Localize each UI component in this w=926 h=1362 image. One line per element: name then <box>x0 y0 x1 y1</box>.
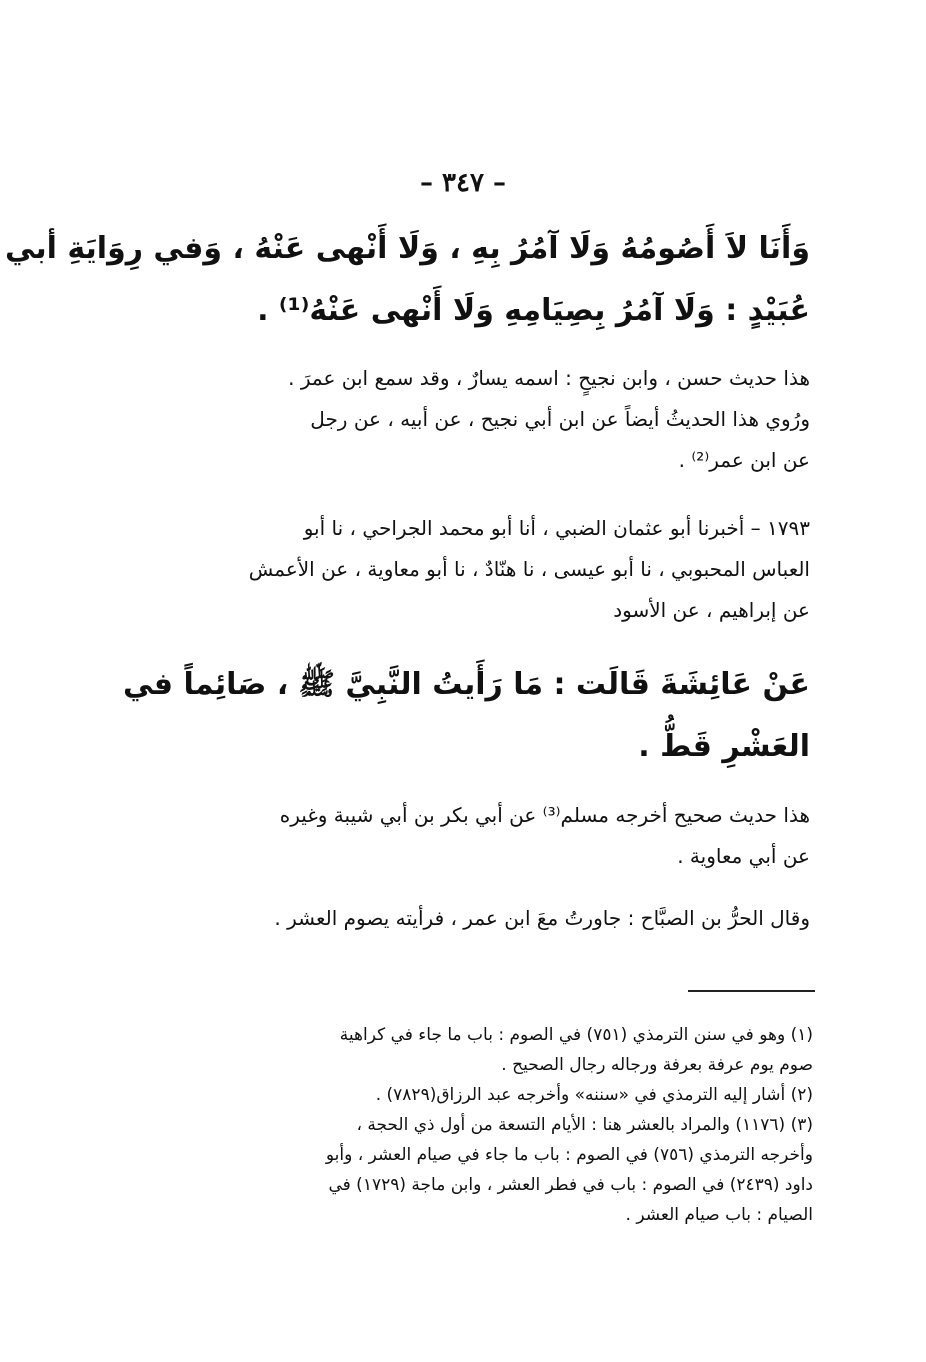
hadith-top-line-1: وَأَنَا لاَ أَصُومُهُ وَلَا آمُرُ بِهِ ، وَلَا أَنْهى عَنْهُ ، وَفي رِوَايَةِ أبي <box>4 231 810 266</box>
commentary-1-line-3: عن ابن عمر⁽²⁾ . <box>678 448 810 472</box>
commentary-2 <box>150 795 810 877</box>
footnotes <box>165 1020 813 1230</box>
hadith-main-line-1: عَنْ عَائِشَةَ قَالَت : مَا رَأَيتُ النَّبِيَّ ﷺ ، صَائِماً في <box>123 667 810 702</box>
hadith-top-text <box>4 218 810 342</box>
commentary-1-line-2: ورُوي هذا الحديثُ أيضاً عن ابن أبي نجيح ، عن أبيه ، عن رجل <box>310 407 810 431</box>
footnote-1-line-2: صوم يوم عرفة بعرفة ورجاله رجال الصحيح . <box>501 1055 813 1075</box>
isnad-line-3: عن إبراهيم ، عن الأسود <box>613 598 810 622</box>
hadith-top-line-2: عُبَيْدٍ : وَلَا آمُرُ بِصِيَامِهِ وَلَا أَنْهى عَنْهُ⁽¹⁾ . <box>257 293 810 328</box>
hadith-main-line-2: العَشْرِ قَطُّ . <box>638 729 810 764</box>
isnad-line-2: العباس المحبوبي ، نا أبو عيسى ، نا هنّادٌ ، نا أبو معاوية ، عن الأعمش <box>248 557 810 581</box>
commentary-3 <box>150 898 810 939</box>
commentary-2-line-1: هذا حديث صحيح أخرجه مسلم⁽³⁾ عن أبي بكر بن أبي شيبة وغيره <box>279 803 810 827</box>
footnote-1-line-1: (١) وهو في سنن الترمذي (٧٥١) في الصوم : باب ما جاء في كراهية <box>339 1025 813 1045</box>
isnad-line-1: ١٧٩٣ – أخبرنا أبو عثمان الضبي ، أنا أبو محمد الجراحي ، نا أبو <box>303 516 810 540</box>
footnote-3-line-4: الصيام : باب صيام العشر . <box>625 1205 813 1225</box>
commentary-1-line-1: هذا حديث حسن ، وابن نجيحٍ : اسمه يسارٌ ، وقد سمع ابن عمرَ . <box>288 366 810 390</box>
footnote-3-line-1: (٣) (١١٧٦) والمراد بالعشر هنا : الأيام التسعة من أول ذي الحجة ، <box>356 1115 813 1135</box>
commentary-3-line-1: وقال الحرُّ بن الصبَّاح : جاورتُ معَ ابن عمر ، فرأيته يصوم العشر . <box>274 906 810 930</box>
commentary-2-line-2: عن أبي معاوية . <box>677 844 810 868</box>
hadith-main-text <box>123 654 810 778</box>
footnote-3-line-3: داود (٢٤٣٩) في الصوم : باب في فطر العشر ، وابن ماجة (١٧٢٩) في <box>328 1175 813 1195</box>
footnote-2: (٢) أشار إليه الترمذي في «سننه» وأخرجه عبد الرزاق(٧٨٢٩) . <box>375 1085 813 1105</box>
footnote-divider <box>688 990 815 992</box>
footnote-3-line-2: وأخرجه الترمذي (٧٥٦) في الصوم : باب ما جاء في صيام العشر ، وأبو <box>325 1145 813 1165</box>
page-number: – ٣٤٧ – <box>419 168 507 198</box>
commentary-1 <box>150 358 810 481</box>
isnad-1793 <box>150 508 810 631</box>
